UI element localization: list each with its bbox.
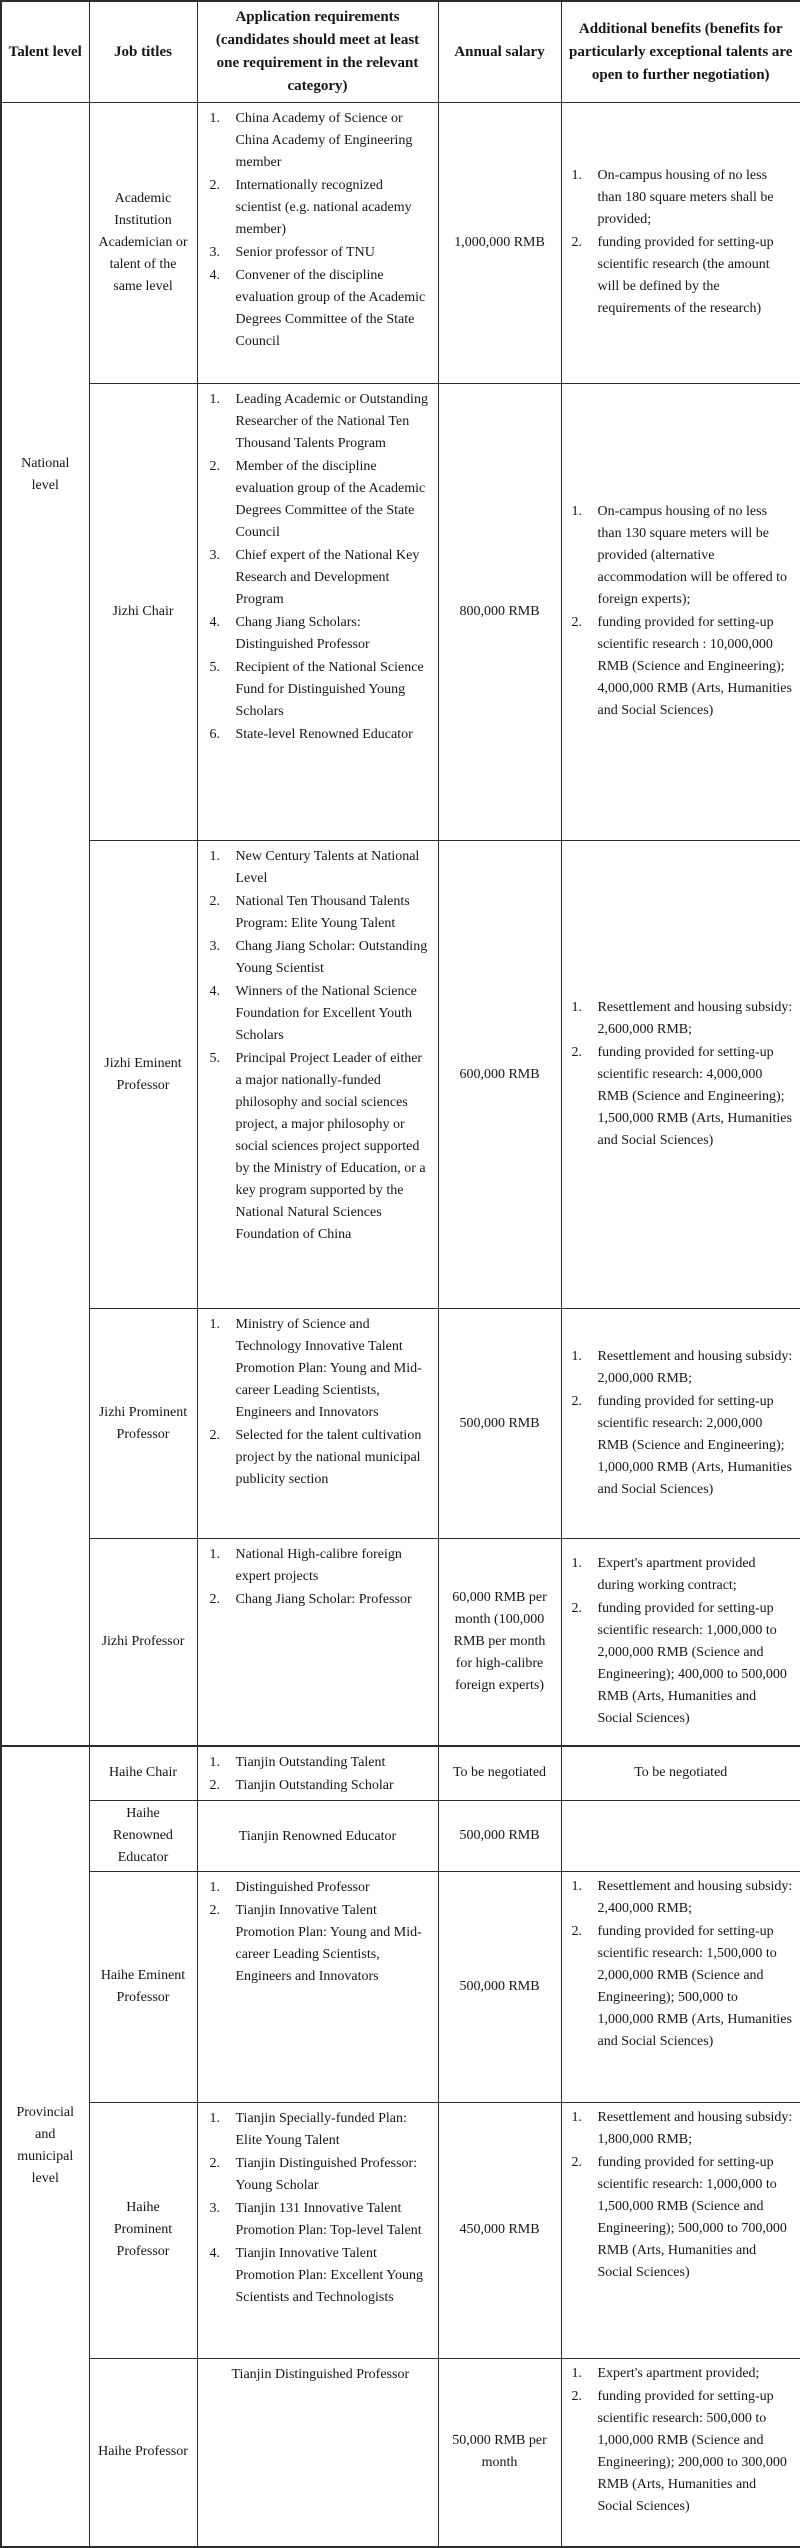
cell-benefits	[561, 2358, 800, 2547]
benefits-list	[566, 997, 797, 1152]
requirements-list	[202, 2108, 434, 2309]
cell-job-title: Jizhi Prominent Professor	[89, 1309, 197, 1539]
requirement-item: New Century Talents at National Level	[235, 849, 420, 886]
requirement-item: Member of the discipline evaluation group of the Academic Degrees Committee of the State Council	[235, 459, 426, 540]
requirement-item: State-level Renowned Educator	[235, 727, 413, 742]
table-row	[1, 2102, 800, 2358]
cell-benefits	[561, 841, 800, 1309]
requirements-list	[202, 389, 434, 746]
requirements-list	[202, 1544, 434, 1611]
benefit-item: Resettlement and housing subsidy: 2,000,000 RMB;	[597, 1348, 793, 1386]
cell-requirements	[197, 384, 438, 841]
benefits-list	[566, 1346, 797, 1501]
cell-annual-salary: 60,000 RMB per month (100,000 RMB per month for high-calibre foreign experts)	[438, 1539, 561, 1746]
table-row	[1, 1871, 800, 2102]
requirement-item: China Academy of Science or China Academy of Engineering member	[235, 111, 413, 170]
benefits-list	[566, 165, 797, 320]
column-header-annual-salary: Annual salary	[438, 1, 561, 103]
cell-job-title: Haihe Renowned Educator	[89, 1800, 197, 1871]
cell-benefits	[561, 1800, 800, 1871]
cell-job-title: Haihe Professor	[89, 2358, 197, 2547]
requirement-item: Internationally recognized scientist (e.g. national academy member)	[235, 178, 412, 237]
requirement-item: Tianjin Innovative Talent Promotion Plan: Young and Mid-career Leading Scientists, Engineers and Innovators	[235, 1902, 422, 1984]
benefits-list	[566, 501, 797, 722]
benefit-item: funding provided for setting-up scientific research: 500,000 to 1,000,000 RMB (Science and Engineering); 200,000 to 300,000 RMB (Arts, Humanities and Social Sciences)	[597, 2388, 787, 2514]
column-header-job-titles: Job titles	[89, 1, 197, 103]
benefit-item: On-campus housing of no less than 130 square meters will be provided (alternative accommodation will be offered to foreign experts);	[597, 504, 787, 607]
requirements-list	[202, 846, 434, 1246]
table-row	[1, 1800, 800, 1871]
benefit-item: Resettlement and housing subsidy: 2,600,000 RMB;	[597, 999, 793, 1037]
cell-annual-salary: 50,000 RMB per month	[438, 2358, 561, 2547]
benefit-item: funding provided for setting-up scientific research: 4,000,000 RMB (Science and Engineering); 1,500,000 RMB (Arts, Humanities and Social Sciences)	[597, 1044, 792, 1148]
requirement-item: Tianjin Innovative Talent Promotion Plan: Excellent Young Scientists and Technologists	[235, 2245, 423, 2305]
table-row	[1, 841, 800, 1309]
cell-requirements	[197, 841, 438, 1309]
cell-job-title: Haihe Eminent Professor	[89, 1871, 197, 2102]
benefit-item: funding provided for setting-up scientific research (the amount will be defined by the requirements of the research)	[597, 235, 774, 316]
table-row	[1, 1746, 800, 1801]
cell-benefits	[561, 1309, 800, 1539]
column-header-additional-benefits: Additional benefits (benefits for particularly exceptional talents are open to further negotiation)	[561, 1, 800, 103]
cell-talent-level-provincial	[1, 1746, 89, 2548]
benefit-item: funding provided for setting-up scientific research: 1,500,000 to 2,000,000 RMB (Science and Engineering); 500,000 to 1,000,000 RMB (Arts, Humanities and Social Sciences)	[597, 1923, 792, 2049]
benefit-item: funding provided for setting-up scientific research: 1,000,000 to 1,500,000 RMB (Science and Engineering); 500,000 to 700,000 RMB (Arts, Humanities and Social Sciences)	[597, 2154, 787, 2280]
requirement-item: Chang Jiang Scholar: Professor	[235, 1592, 412, 1607]
cell-annual-salary: 500,000 RMB	[438, 1871, 561, 2102]
benefit-item: Resettlement and housing subsidy: 1,800,000 RMB;	[597, 2109, 793, 2147]
requirement-item: Senior professor of TNU	[235, 245, 375, 260]
requirement-item: Leading Academic or Outstanding Researcher of the National Ten Thousand Talents Program	[235, 392, 428, 451]
requirement-item: Tianjin Outstanding Scholar	[235, 1777, 394, 1793]
requirements-list	[202, 1877, 434, 1988]
cell-requirements	[197, 1871, 438, 2102]
cell-job-title: Jizhi Chair	[89, 384, 197, 841]
benefit-item: funding provided for setting-up scientific research : 10,000,000 RMB (Science and Engineering); 4,000,000 RMB (Arts, Humanities and Social Sciences)	[597, 615, 792, 718]
benefit-item: Expert's apartment provided during working contract;	[597, 1555, 756, 1593]
cell-benefits	[561, 384, 800, 841]
cell-requirements	[197, 103, 438, 384]
cell-annual-salary: 600,000 RMB	[438, 841, 561, 1309]
requirement-item: Chang Jiang Scholars: Distinguished Professor	[235, 615, 370, 652]
cell-requirements	[197, 1746, 438, 1801]
requirement-item: Winners of the National Science Foundation for Excellent Youth Scholars	[235, 984, 417, 1043]
benefit-item: funding provided for setting-up scientific research: 2,000,000 RMB (Science and Engineering); 1,000,000 RMB (Arts, Humanities and Social Sciences)	[597, 1393, 792, 1497]
benefits-list	[566, 1876, 797, 2053]
cell-requirements: Tianjin Renowned Educator	[197, 1800, 438, 1871]
requirement-item: Chang Jiang Scholar: Outstanding Young Scientist	[235, 939, 428, 976]
cell-job-title: Jizhi Eminent Professor	[89, 841, 197, 1309]
cell-job-title: Jizhi Professor	[89, 1539, 197, 1746]
cell-requirements	[197, 1539, 438, 1746]
benefit-item: Resettlement and housing subsidy: 2,400,000 RMB;	[597, 1878, 793, 1916]
requirement-item: Convener of the discipline evaluation group of the Academic Degrees Committee of the State Council	[235, 268, 426, 349]
talent-level-label: National level	[21, 456, 70, 493]
requirement-item: Ministry of Science and Technology Innovative Talent Promotion Plan: Young and Mid-career Leading Scientists, Engineers and Innovators	[235, 1317, 422, 1420]
cell-annual-salary: 500,000 RMB	[438, 1800, 561, 1871]
cell-benefits	[561, 1539, 800, 1746]
requirement-item: National Ten Thousand Talents Program: Elite Young Talent	[235, 894, 410, 931]
table-row	[1, 1539, 800, 1746]
benefit-item: funding provided for setting-up scientific research: 1,000,000 to 2,000,000 RMB (Science and Engineering); 400,000 to 500,000 RMB (Arts, Humanities and Social Sciences)	[597, 1600, 787, 1726]
cell-benefits	[561, 2102, 800, 2358]
cell-requirements	[197, 1309, 438, 1539]
cell-talent-level-national	[1, 103, 89, 1746]
talent-level-label: Provincial and municipal level	[16, 2105, 75, 2187]
requirements-list	[202, 1752, 434, 1797]
column-header-talent-level: Talent level	[1, 1, 89, 103]
benefit-item: Expert's apartment provided;	[597, 2365, 760, 2381]
table-row	[1, 103, 800, 384]
table-row	[1, 384, 800, 841]
cell-requirements	[197, 2102, 438, 2358]
benefits-list	[566, 2107, 797, 2284]
requirement-item: Tianjin 131 Innovative Talent Promotion Plan: Top-level Talent	[235, 2200, 422, 2238]
requirement-item: National High-calibre foreign expert projects	[235, 1547, 402, 1584]
table-row	[1, 2358, 800, 2547]
requirement-item: Selected for the talent cultivation project by the national municipal publicity section	[235, 1428, 422, 1487]
cell-benefits	[561, 1871, 800, 2102]
header-row	[1, 1, 800, 103]
cell-annual-salary: 1,000,000 RMB	[438, 103, 561, 384]
cell-annual-salary: 500,000 RMB	[438, 1309, 561, 1539]
requirement-item: Recipient of the National Science Fund for Distinguished Young Scholars	[235, 660, 424, 719]
benefits-list	[566, 2363, 797, 2518]
requirement-item: Tianjin Specially-funded Plan: Elite Young Talent	[235, 2110, 407, 2148]
requirements-list	[202, 108, 434, 353]
benefits-list	[566, 1553, 797, 1730]
requirement-item: Tianjin Outstanding Talent	[235, 1754, 386, 1770]
cell-annual-salary: 450,000 RMB	[438, 2102, 561, 2358]
cell-requirements: Tianjin Distinguished Professor	[197, 2358, 438, 2547]
requirement-item: Chief expert of the National Key Research and Development Program	[235, 548, 420, 607]
cell-annual-salary: To be negotiated	[438, 1746, 561, 1801]
benefit-item: On-campus housing of no less than 180 square meters shall be provided;	[597, 168, 774, 227]
cell-job-title: Academic Institution Academician or talent of the same level	[89, 103, 197, 384]
table-row	[1, 1309, 800, 1539]
cell-job-title: Haihe Chair	[89, 1746, 197, 1801]
column-header-application-requirements: Application requirements (candidates should meet at least one requirement in the relevant category)	[197, 1, 438, 103]
requirement-item: Distinguished Professor	[235, 1879, 370, 1895]
cell-benefits	[561, 103, 800, 384]
requirements-list	[202, 1314, 434, 1491]
cell-benefits: To be negotiated	[561, 1746, 800, 1801]
cell-job-title: Haihe Prominent Professor	[89, 2102, 197, 2358]
requirement-item: Principal Project Leader of either a major nationally-funded philosophy and social sciences project, a major philosophy or social sciences project supported by the Ministry of Education, or a key program supported by the National Natural Sciences Foundation of China	[235, 1051, 426, 1242]
cell-annual-salary: 800,000 RMB	[438, 384, 561, 841]
requirement-item: Tianjin Distinguished Professor: Young Scholar	[235, 2155, 417, 2193]
